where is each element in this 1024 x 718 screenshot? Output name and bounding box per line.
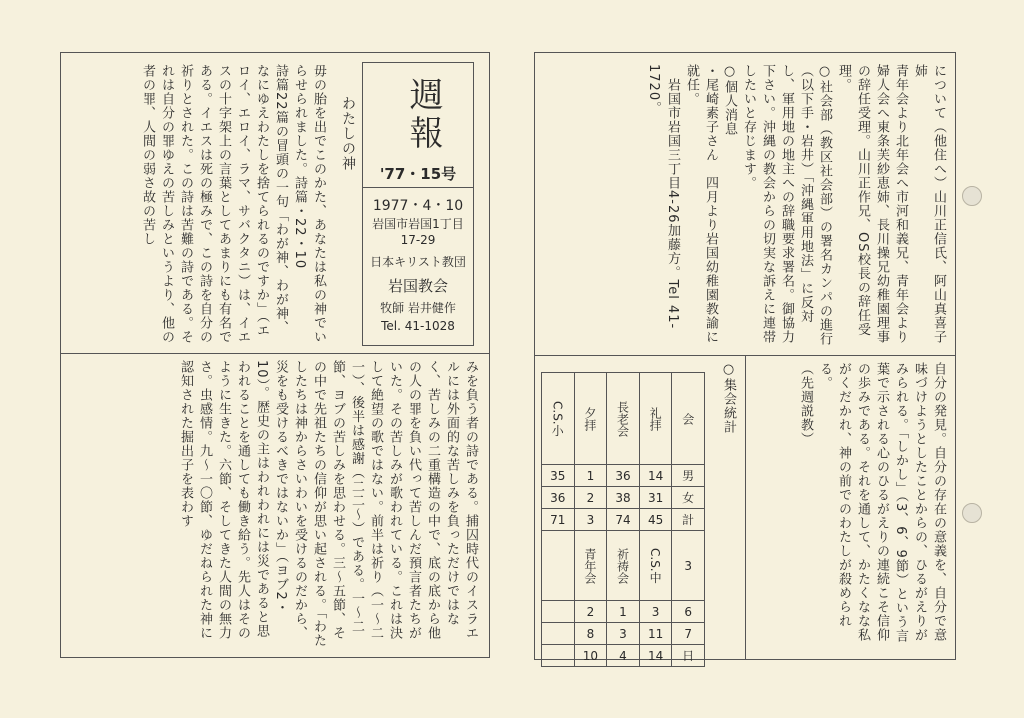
stats-cell: C.S.中 bbox=[639, 531, 672, 601]
stats-header-cell: 女 bbox=[672, 487, 705, 509]
stats-title: ○集会統計 bbox=[721, 362, 736, 434]
stats-cell: 青年会 bbox=[574, 531, 607, 601]
binder-hole-top bbox=[962, 186, 982, 206]
stats-cell: 6 bbox=[672, 601, 705, 623]
stats-cell bbox=[542, 645, 575, 667]
stats-cell bbox=[542, 623, 575, 645]
stats-cell: 礼拝 bbox=[639, 373, 672, 465]
stats-header-cell: 男 bbox=[672, 465, 705, 487]
masthead-issue: '77・15号 bbox=[379, 165, 457, 183]
stats-cell: 2 bbox=[574, 487, 607, 509]
stats-cell bbox=[542, 531, 575, 601]
stats-cell: 夕拝 bbox=[574, 373, 607, 465]
stats-cell: 74 bbox=[607, 509, 640, 531]
stats-cell: 8 bbox=[574, 623, 607, 645]
sermon-title: わたしの神 bbox=[340, 96, 356, 171]
stats-cell: 71 bbox=[542, 509, 575, 531]
stats-cell: 36 bbox=[542, 487, 575, 509]
stats-cell: 2 bbox=[574, 601, 607, 623]
stats-cell: 31 bbox=[639, 487, 672, 509]
stats-cell: 3 bbox=[607, 623, 640, 645]
masthead bbox=[362, 62, 474, 346]
masthead-church: 岩国教会 bbox=[387, 277, 448, 295]
sermon-text: 毋の胎を出でこのかた、あなたは私の神でいらせられました。詩篇・22・10 詩篇22篇の冒頭の一句「わが神、わが神、なにゆえわたしを捨てられるのですか」（エロイ、エロイ、ラマ、サバクタニ）は、イエスの十字架上の言葉としてあまりにも有名である。イエスは死の極みで、この詩を自分の祈りとされた。この詩は苦難の詩である。それは自分の罪ゆえの苦しみというより、他の者の罪、人間の弱さ故の苦し bbox=[140, 64, 326, 344]
stats-cell: 長老会 bbox=[607, 373, 640, 465]
stats-cell: 14 bbox=[639, 645, 672, 667]
masthead-tel: Tel. 41-1028 bbox=[381, 319, 455, 333]
masthead-denomination: 日本キリスト教団 bbox=[370, 255, 466, 269]
stats-cell: 祈祷会 bbox=[607, 531, 640, 601]
stats-cell: 日 bbox=[672, 645, 705, 667]
stats-cell: 1 bbox=[574, 465, 607, 487]
binder-hole-bottom bbox=[962, 503, 982, 523]
right-top-text: について（他住へ）山川正信氏、阿山真喜子姉 青年会より北年会へ市河和義兄、青年会より婦人会へ東条芙紗恵姉、長川操兄幼稚園理事の辞任受理。山川正作兄、OS校長の辞任受理。 ○社会部（教区社会部）の署名カンパの進行（以下手・岩井）「沖縄軍用地法」に反対し、軍用地の地主への辞職要求署名。御協力下さい。沖縄の教会からの切実な訴えに連帯したいと存じます。 ○個人消息 ・尾崎素子さん 四月より岩国幼稚園教諭に就任。 岩国市岩国三丁目4-26加藤方。Tel 41-1720。 bbox=[646, 64, 946, 346]
masthead-address1: 岩国市岩国1丁目 bbox=[372, 217, 464, 231]
masthead-pastor: 牧師 岩井健作 bbox=[380, 301, 456, 315]
stats-header-cell: 計 bbox=[672, 509, 705, 531]
stats-cell: C.S.小 bbox=[542, 373, 575, 465]
stats-cell: 11 bbox=[639, 623, 672, 645]
stats-table bbox=[541, 372, 705, 667]
stats-cell: 4 bbox=[607, 645, 640, 667]
stats-header-cell: 会 bbox=[672, 373, 705, 465]
stats-cell: 45 bbox=[639, 509, 672, 531]
left-page-divider bbox=[61, 353, 489, 354]
stats-cell: 14 bbox=[639, 465, 672, 487]
report-text: 自分の発見。自分の存在の意義を、自分で意味づけようとしたことからの、ひるがえりがみられる。「しかし」（3、6、9節）という言葉で示される心のひるがえりの連続こそ信仰の歩みである。それを通して、かたくなな私がくだかれ、神の前でのわたしが殺められる。 （先週説教） bbox=[798, 362, 946, 643]
stats-cell bbox=[542, 601, 575, 623]
stats-cell: 3 bbox=[672, 531, 705, 601]
masthead-date: 1977・4・10 bbox=[372, 198, 464, 214]
stats-cell: 3 bbox=[574, 509, 607, 531]
left-lower-text: みを負う者の詩である。捕囚時代のイスラエルには外面的な苦しみを負っただけではなく、苦しみの二重構造の中で、底の底から他の人の罪を負い代って苦しんだ預言者たちがいた。その苦しみが歌われている。これは決して絶望の歌ではない。前半は祈り（一〜二一）、後半は感謝（二二〜）である。一〜二節、ヨブの苦しみを思わせる。三〜五節、その中で先祖たちの信仰が思い起される。「わたしたちは神からさいわいを受けるのだから、災をも受けるべきではないか」（ヨブ2・10）。歴史の主はわれわれには災であると思われることを通しても働き給う。先人はそのように生きた。六節、そしてきた人間の無力さ。虫感情。九〜一〇節、ゆだねられた神に認知された掘出子を表わす bbox=[178, 360, 478, 648]
stats-cell: 35 bbox=[542, 465, 575, 487]
masthead-address2: 17-29 bbox=[400, 233, 436, 247]
masthead-title: 週報 bbox=[403, 77, 443, 153]
stats-cell: 1 bbox=[607, 601, 640, 623]
right-lower-divider bbox=[745, 355, 746, 659]
stats-cell: 36 bbox=[607, 465, 640, 487]
stats-cell: 38 bbox=[607, 487, 640, 509]
stats-cell: 3 bbox=[639, 601, 672, 623]
stats-cell: 7 bbox=[672, 623, 705, 645]
stats-cell: 10 bbox=[574, 645, 607, 667]
